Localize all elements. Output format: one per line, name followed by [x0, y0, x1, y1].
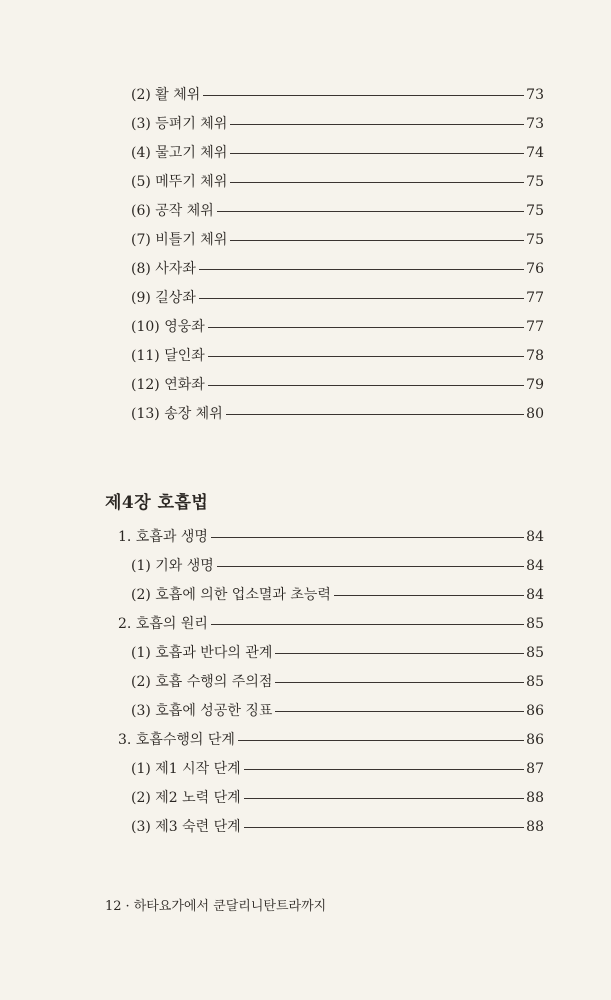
toc-entry-page: 78: [526, 348, 544, 364]
leader-line: [208, 327, 524, 328]
leader-line: [275, 711, 524, 712]
toc-entry-label: 3. 호흡수행의 단계: [118, 732, 235, 748]
toc-entry-page: 74: [526, 145, 544, 161]
toc-entry-label: (5) 메뚜기 체위: [131, 174, 228, 190]
leader-line: [203, 95, 524, 96]
toc-entry[interactable]: [131, 173, 544, 191]
toc-entry-page: 76: [526, 261, 544, 277]
leader-line: [244, 798, 524, 799]
toc-section-entry[interactable]: [118, 615, 544, 633]
toc-entry-label: (6) 공작 체위: [131, 203, 214, 219]
toc-entry[interactable]: [131, 347, 544, 365]
leader-line: [211, 624, 524, 625]
toc-entry-page: 73: [526, 116, 544, 132]
toc-entry-page: 88: [526, 819, 544, 835]
toc-entry[interactable]: [131, 115, 544, 133]
footer-separator: ·: [125, 899, 130, 914]
toc-entry-page: 84: [526, 587, 544, 603]
leader-line: [230, 153, 524, 154]
toc-entry[interactable]: [131, 289, 544, 307]
toc-entry[interactable]: [131, 673, 544, 691]
toc-entry-label: (13) 송장 체위: [131, 406, 223, 422]
toc-entry[interactable]: [131, 557, 544, 575]
toc-entry[interactable]: [131, 702, 544, 720]
toc-entry[interactable]: [131, 818, 544, 836]
toc-entry-page: 84: [526, 529, 544, 545]
running-title: 하타요가에서 쿤달리니탄트라까지: [133, 899, 327, 914]
toc-entry[interactable]: [131, 86, 544, 104]
toc-entry-label: (1) 제1 시작 단계: [131, 761, 241, 777]
toc-section-entry[interactable]: [118, 731, 544, 749]
toc-entry-label: (8) 사자좌: [131, 261, 196, 277]
toc-entry-page: 75: [526, 174, 544, 190]
toc-entry-page: 84: [526, 558, 544, 574]
toc-entry-page: 79: [526, 377, 544, 393]
toc-entry-page: 85: [526, 616, 544, 632]
leader-line: [208, 356, 524, 357]
toc-entry-label: (2) 활 체위: [131, 87, 201, 103]
toc-entry-label: (2) 호흡 수행의 주의점: [131, 674, 273, 690]
leader-line: [217, 566, 524, 567]
toc-entry-page: 86: [526, 732, 544, 748]
toc-entry-page: 75: [526, 203, 544, 219]
toc-entry-label: (1) 호흡과 반다의 관계: [131, 645, 273, 661]
leader-line: [211, 537, 524, 538]
toc-entry-label: (2) 제2 노력 단계: [131, 790, 241, 806]
leader-line: [275, 653, 524, 654]
leader-line: [244, 769, 524, 770]
toc-entry[interactable]: [131, 644, 544, 662]
toc-entry-label: 1. 호흡과 생명: [118, 529, 208, 545]
toc-entry-page: 87: [526, 761, 544, 777]
toc-entry-page: 75: [526, 232, 544, 248]
leader-line: [230, 124, 524, 125]
leader-line: [275, 682, 524, 683]
toc-entry-page: 86: [526, 703, 544, 719]
toc-entry-page: 88: [526, 790, 544, 806]
leader-line: [230, 240, 524, 241]
toc-entry-label: (1) 기와 생명: [131, 558, 214, 574]
toc-entry[interactable]: [131, 789, 544, 807]
toc-entry-page: 73: [526, 87, 544, 103]
page-footer: [105, 898, 326, 916]
toc-entry-label: (4) 물고기 체위: [131, 145, 228, 161]
leader-line: [208, 385, 524, 386]
toc-section-entry[interactable]: [118, 528, 544, 546]
leader-line: [199, 298, 524, 299]
leader-line: [217, 211, 524, 212]
leader-line: [238, 740, 524, 741]
chapter-title: 제4장 호흡법: [105, 493, 209, 513]
toc-entry-page: 77: [526, 319, 544, 335]
toc-entry-label: (10) 영웅좌: [131, 319, 205, 335]
leader-line: [230, 182, 524, 183]
toc-entry-label: (7) 비틀기 체위: [131, 232, 228, 248]
toc-entry-label: 2. 호흡의 원리: [118, 616, 208, 632]
toc-entry[interactable]: [131, 318, 544, 336]
toc-entry[interactable]: [131, 405, 544, 423]
toc-entry[interactable]: [131, 260, 544, 278]
toc-entry[interactable]: [131, 586, 544, 604]
toc-entry-label: (11) 달인좌: [131, 348, 205, 364]
toc-entry[interactable]: [131, 376, 544, 394]
toc-entry[interactable]: [131, 202, 544, 220]
toc-entry[interactable]: [131, 760, 544, 778]
leader-line: [334, 595, 524, 596]
toc-entry-label: (2) 호흡에 의한 업소멸과 초능력: [131, 587, 331, 603]
leader-line: [199, 269, 524, 270]
page-number: 12: [105, 899, 122, 914]
toc-entry-page: 77: [526, 290, 544, 306]
toc-entry-page: 85: [526, 645, 544, 661]
toc-entry-page: 85: [526, 674, 544, 690]
toc-entry-label: (3) 등펴기 체위: [131, 116, 228, 132]
leader-line: [226, 414, 524, 415]
leader-line: [244, 827, 524, 828]
toc-entry-label: (3) 호흡에 성공한 징표: [131, 703, 273, 719]
toc-entry-label: (12) 연화좌: [131, 377, 205, 393]
toc-entry[interactable]: [131, 231, 544, 249]
toc-entry-label: (9) 길상좌: [131, 290, 196, 306]
toc-entry-label: (3) 제3 숙련 단계: [131, 819, 241, 835]
toc-entry[interactable]: [131, 144, 544, 162]
toc-entry-page: 80: [526, 406, 544, 422]
